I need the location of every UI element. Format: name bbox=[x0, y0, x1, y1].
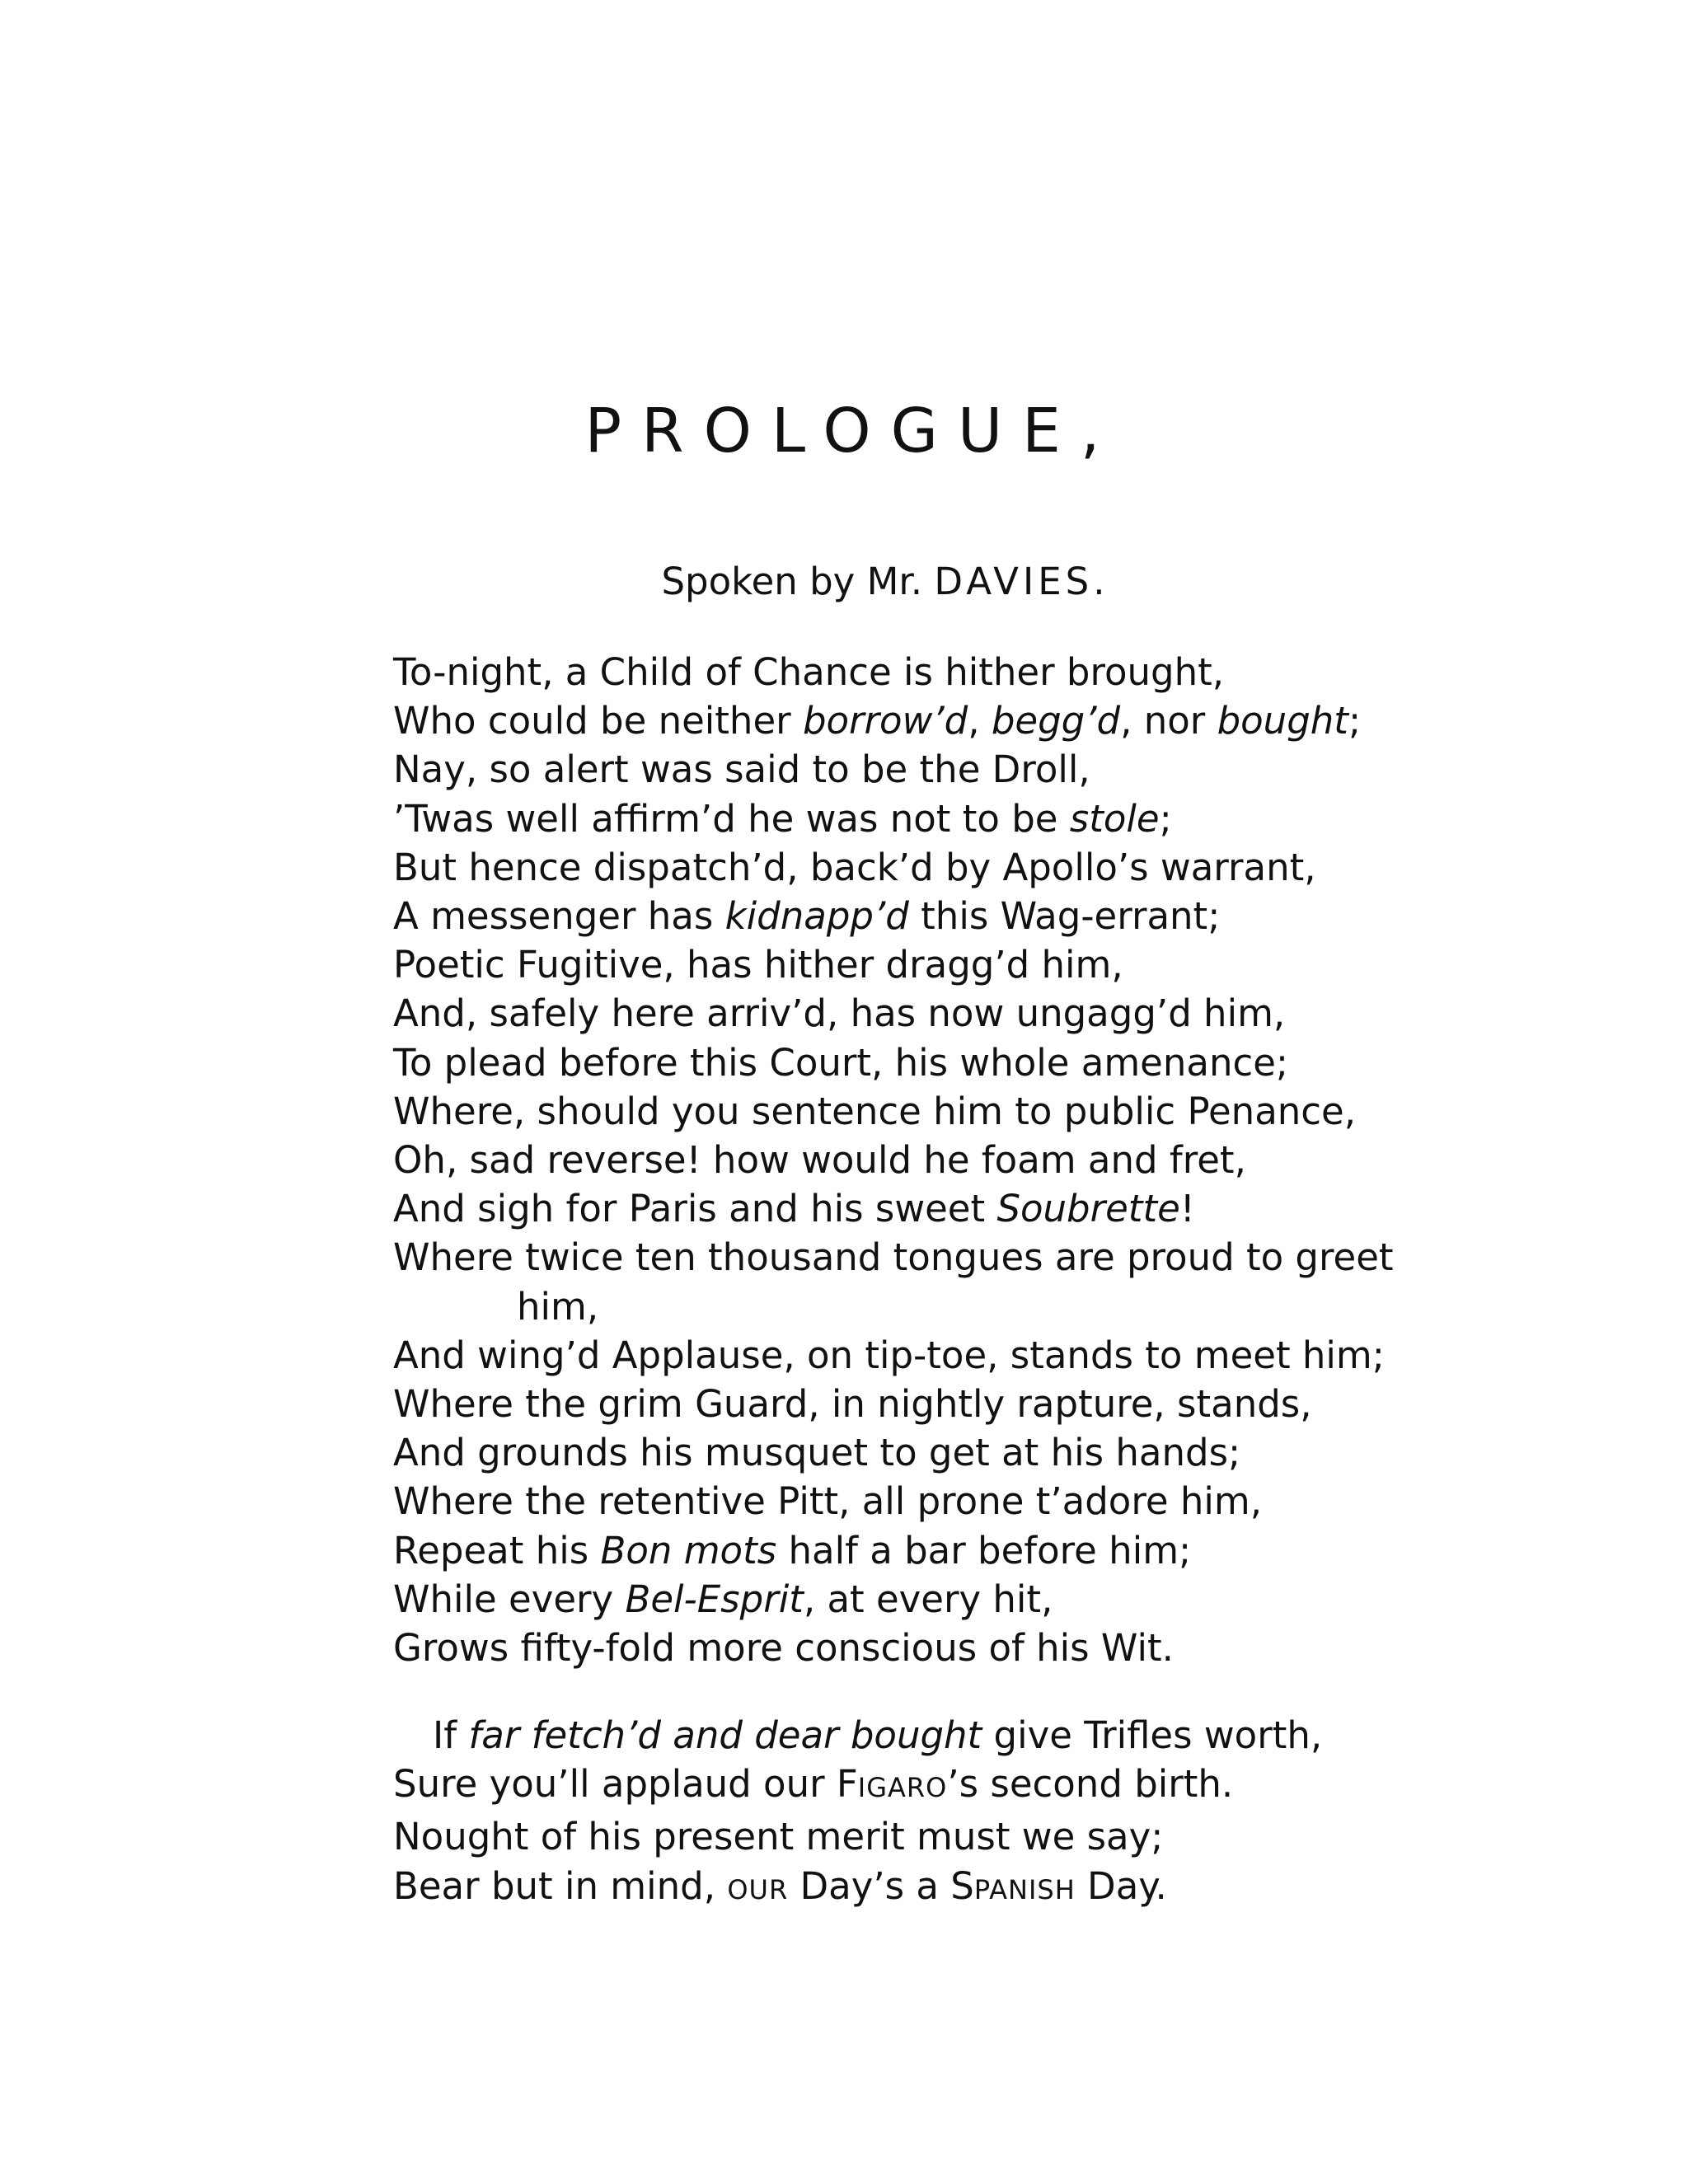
speaker-line bbox=[0, 557, 1688, 607]
verse-small-caps: IGARO bbox=[857, 1772, 948, 1804]
verse-italic: Bon mots bbox=[600, 1528, 777, 1572]
verse-text: ’Twas well affirm’d he was not to be bbox=[393, 796, 1070, 841]
verse-text: A messenger has bbox=[393, 894, 725, 939]
speaker-name: DAVIES. bbox=[934, 560, 1109, 603]
verse-italic: begg’d bbox=[991, 699, 1121, 743]
verse-line bbox=[393, 1862, 1322, 1915]
verse-line: To-night, a Child of Chance is hither brought, bbox=[393, 650, 1225, 694]
verse-text: Who could be neither bbox=[393, 699, 803, 743]
verse-italic: far fetch’d and dear bought bbox=[468, 1713, 982, 1757]
verse-italic: stole bbox=[1069, 796, 1160, 841]
verse-line: Where the grim Guard, in nightly rapture, stands, bbox=[393, 1382, 1312, 1427]
verse-line bbox=[393, 1575, 1394, 1624]
verse-line bbox=[393, 1760, 1322, 1812]
verse-line: But hence dispatch’d, back’d by Apollo’s warrant, bbox=[393, 845, 1316, 889]
verse-line: And grounds his musquet to get at his hands; bbox=[393, 1431, 1241, 1475]
verse-line bbox=[393, 1711, 1322, 1760]
verse-line: And, safely here arriv’d, has now ungagg’d him, bbox=[393, 991, 1286, 1036]
stanza-2 bbox=[393, 1711, 1322, 1915]
verse-line: To plead before this Court, his whole amenance; bbox=[393, 1040, 1289, 1085]
verse-line: Nought of his present merit must we say; bbox=[393, 1815, 1164, 1859]
verse-text: Bear but in mind, bbox=[393, 1863, 728, 1908]
verse-text: half a bar before him; bbox=[776, 1528, 1192, 1572]
verse-line: Grows fifty-fold more conscious of his Wit. bbox=[393, 1626, 1174, 1671]
verse-text: ; bbox=[1159, 796, 1172, 841]
page-title: PROLOGUE, bbox=[584, 396, 1120, 466]
verse-text: ’s second birth. bbox=[947, 1762, 1234, 1807]
verse-text: , at every hit, bbox=[803, 1577, 1053, 1621]
verse-line: Nay, so alert was said to be the Droll, bbox=[393, 748, 1090, 792]
verse-text: If bbox=[433, 1713, 469, 1757]
verse-line: Where twice ten thousand tongues are proud to greet bbox=[393, 1235, 1394, 1280]
verse-line bbox=[393, 1526, 1394, 1575]
verse-line bbox=[393, 1184, 1394, 1233]
verse-small-caps: OUR bbox=[727, 1873, 789, 1905]
verse-line bbox=[393, 696, 1394, 745]
verse-italic: Bel-Esprit bbox=[625, 1577, 804, 1621]
verse-line-continuation: him, bbox=[517, 1284, 599, 1329]
stanza-1 bbox=[393, 648, 1394, 1672]
verse-line: Poetic Fugitive, has hither dragg’d him, bbox=[393, 943, 1123, 987]
verse-line: Where, should you sentence him to public Penance, bbox=[393, 1089, 1357, 1133]
verse-text: Day. bbox=[1075, 1863, 1167, 1908]
verse-italic: kidnapp’d bbox=[724, 894, 909, 939]
verse-text: , bbox=[968, 699, 992, 743]
verse-text: this Wag-errant; bbox=[908, 894, 1221, 939]
verse-small-caps: PANISH bbox=[973, 1873, 1076, 1905]
verse-italic: Soubrette bbox=[996, 1187, 1180, 1231]
verse-line: Where the retentive Pitt, all prone t’adore him, bbox=[393, 1479, 1263, 1524]
verse-text: Sure you’ll applaud our F bbox=[393, 1762, 858, 1807]
verse-text: And sigh for Paris and his sweet bbox=[393, 1187, 997, 1231]
verse-text: give Trifles worth, bbox=[982, 1713, 1323, 1757]
speaker-prefix: Spoken by Mr. bbox=[661, 560, 935, 603]
verse-line bbox=[393, 892, 1394, 940]
verse-line: And wing’d Applause, on tip-toe, stands to meet him; bbox=[393, 1333, 1385, 1377]
verse-text: Day’s a S bbox=[788, 1863, 974, 1908]
verse-text: ! bbox=[1179, 1187, 1195, 1231]
verse-italic: borrow’d bbox=[802, 699, 968, 743]
verse-text: While every bbox=[393, 1577, 626, 1621]
verse-line: Oh, sad reverse! how would he foam and fret, bbox=[393, 1138, 1246, 1183]
verse-italic: bought bbox=[1217, 699, 1348, 743]
verse-text: Repeat his bbox=[393, 1528, 601, 1572]
verse-text: ; bbox=[1348, 699, 1362, 743]
verse-text: , nor bbox=[1120, 699, 1217, 743]
verse-line bbox=[393, 794, 1394, 843]
